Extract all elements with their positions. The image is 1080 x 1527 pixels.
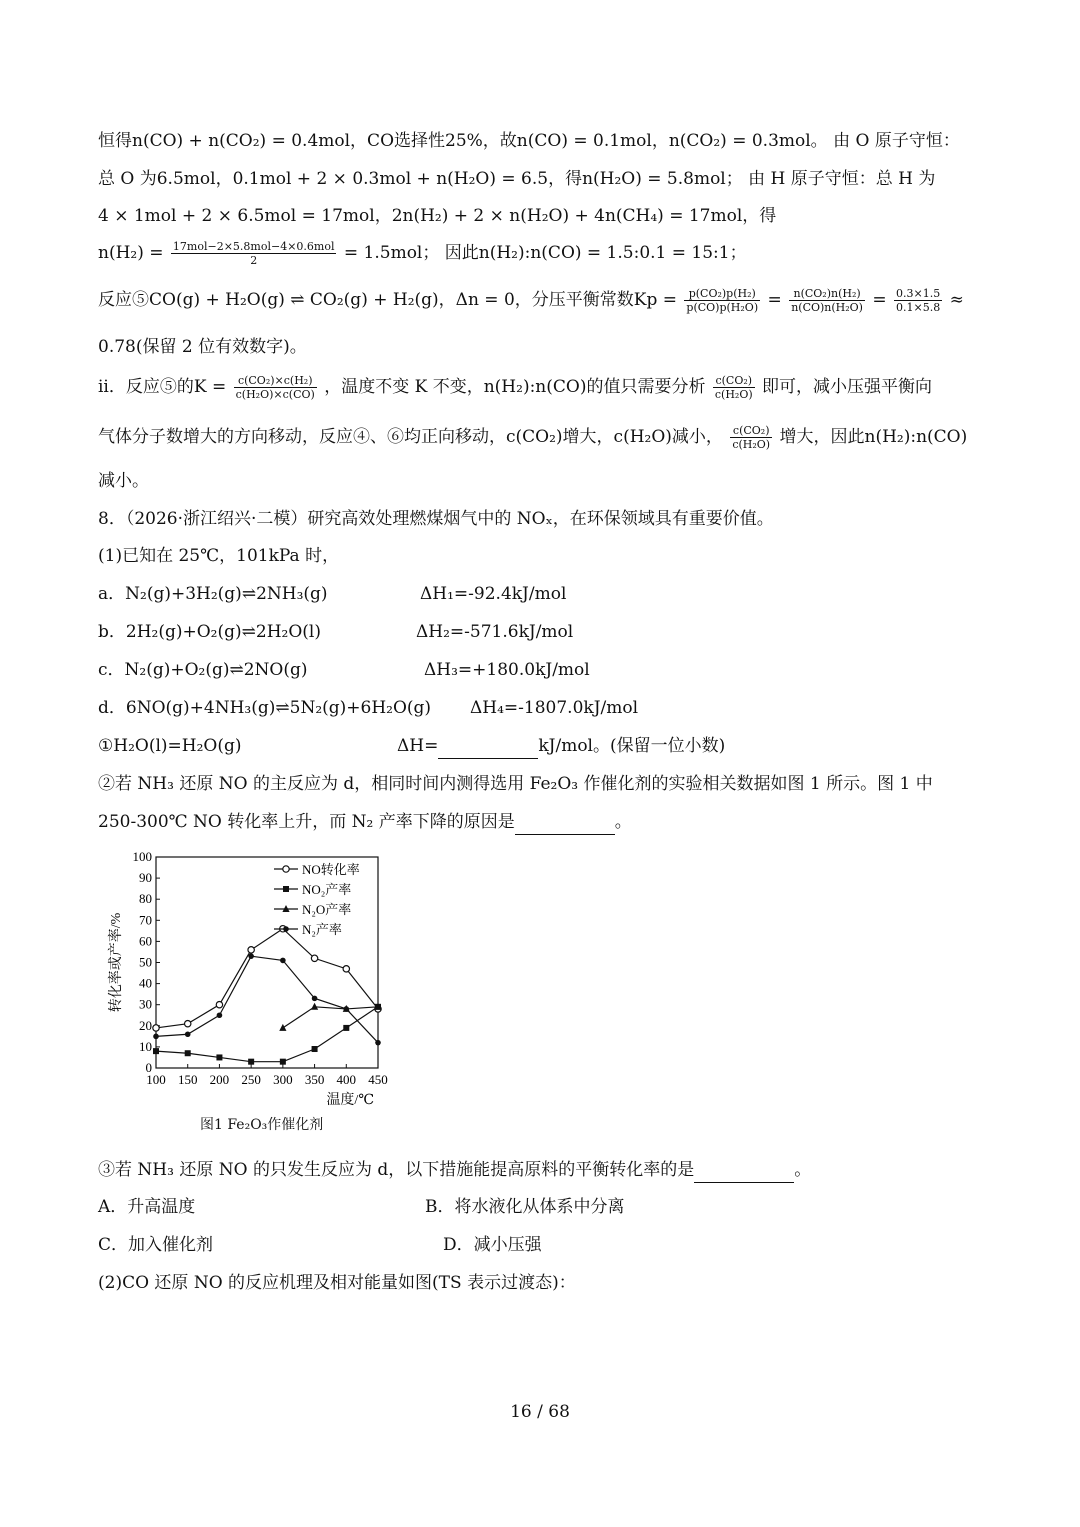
solution-line-9: 减小。 (98, 471, 149, 491)
enthalpy-b: ΔH₂=-571.6kJ/mol (416, 622, 574, 642)
x-tick-label: 400 (336, 1072, 357, 1087)
x-axis-label: 温度/℃ (326, 1093, 374, 1108)
question-8-title: 8．（2026·浙江绍兴·二模）研究高效处理燃煤烟气中的 NOₓ，在环保领域具有重要价值。 (98, 509, 774, 529)
solution-line-4: n(H₂) = $\frac{\text{17mol−2×5.8mol−4×0.6mol}}{2}$ = 1.5mol； 因此n(H₂):n(CO) = 1.5:0.1 = 15:1； (98, 240, 747, 267)
answer-blank[interactable] (438, 740, 538, 759)
x-tick-label: 200 (209, 1072, 230, 1087)
data-point (343, 1025, 349, 1031)
data-point (216, 1054, 222, 1060)
data-point (343, 966, 349, 972)
data-point (248, 947, 254, 953)
data-point (312, 1046, 318, 1052)
fraction: $\frac{\text{c(CO₂)}}{\text{c(H₂O)}}$ (714, 374, 753, 401)
option-b[interactable]: B．将水液化从体系中分离 (425, 1197, 625, 1217)
legend-label: NO₂产率 (302, 882, 352, 897)
figure-1-chart (100, 845, 400, 1115)
answer-blank[interactable] (515, 816, 615, 835)
figure-1-caption: 图1 Fe₂O₃作催化剂 (200, 1117, 324, 1133)
x-tick-label: 450 (368, 1072, 388, 1087)
enthalpy-c: ΔH₃=+180.0kJ/mol (424, 660, 590, 680)
data-point (283, 866, 289, 872)
data-point (185, 1020, 191, 1026)
legend-label: N₂O产率 (302, 902, 352, 917)
solution-line-7: ii．反应⑤的K = $\frac{\text{c(CO₂)×c(H₂)}}{\text{c(H₂O)×c(CO)}}$ ，温度不变 K 不变，n(H₂):n(CO)的值只需要分析 $\frac{\text{c(CO₂)}}{\text{c(H₂O)}}$ 即可，减小压强平衡向 (98, 374, 933, 401)
fraction: $\frac{\text{c(CO₂)}}{\text{c(H₂O)}}$ (732, 424, 771, 451)
data-point (375, 1040, 381, 1046)
y-axis-label: 转化率或产率/% (109, 912, 124, 1013)
subquestion-2-line-2: 250-300℃ NO 转化率上升，而 N₂ 产率下降的原因是 。 (98, 809, 632, 835)
fraction: $\frac{\text{17mol−2×5.8mol−4×0.6mol}}{2}$ (172, 240, 335, 267)
x-tick-label: 250 (241, 1072, 261, 1087)
option-d[interactable]: D．减小压强 (443, 1235, 542, 1255)
data-point (312, 996, 318, 1002)
data-point (185, 1050, 191, 1056)
enthalpy-a: ΔH₁=-92.4kJ/mol (420, 584, 567, 604)
series-line (156, 929, 378, 1028)
data-point (311, 955, 317, 961)
solution-line-5: 反应⑤CO(g) + H₂O(g) ⇌ CO₂(g) + H₂(g)，Δn = 0，分压平衡常数Kp = $\frac{\text{p(CO₂)p(H₂)}}{\text{p(CO)p(H₂O)}}$ = $\frac{\text{n(CO₂)n(H₂)}}{\text{n(CO)n(H₂O)}}$ = $\frac{0.3\times 1.5}{0.1\times 5.8}$ ≈ (98, 287, 964, 314)
option-a[interactable]: A．升高温度 (98, 1197, 196, 1217)
fraction: $\frac{\text{p(CO₂)p(H₂)}}{\text{p(CO)p(H₂O)}}$ (686, 287, 759, 314)
reaction-a: a．N₂(g)+3H₂(g)⇌2NH₃(g) (98, 584, 328, 604)
subquestion-1-answer: ΔH= kJ/mol。(保留一位小数) (397, 733, 725, 759)
legend-label: NO转化率 (302, 862, 360, 877)
data-point (283, 926, 289, 932)
y-tick-label: 100 (132, 849, 152, 864)
data-point (279, 1024, 286, 1031)
legend-label: N₂产率 (302, 922, 342, 937)
x-tick-label: 350 (304, 1072, 325, 1087)
subquestion-1: ①H₂O(l)=H₂O(g) (98, 736, 242, 756)
data-point (280, 1059, 286, 1065)
solution-line-3: 4 × 1mol + 2 × 6.5mol = 17mol，2n(H₂) + 2 × n(H₂O) + 4n(CH₄) = 17mol，得 (98, 206, 777, 226)
y-tick-label: 70 (139, 912, 152, 928)
data-point (283, 886, 289, 892)
data-point (248, 1059, 254, 1065)
data-point (248, 953, 254, 959)
y-tick-label: 20 (139, 1017, 152, 1033)
x-tick-label: 100 (146, 1072, 166, 1087)
y-tick-label: 90 (139, 870, 152, 886)
data-point (153, 1025, 159, 1031)
page-number: 16 / 68 (510, 1402, 570, 1422)
data-point (311, 1003, 318, 1010)
option-c[interactable]: C．加入催化剂 (98, 1235, 214, 1255)
reaction-d: d．6NO(g)+4NH₃(g)⇌5N₂(g)+6H₂O(g) (98, 698, 432, 718)
solution-line-8: 气体分子数增大的方向移动，反应④、⑥均正向移动，c(CO₂)增大，c(H₂O)减小， $\frac{\text{c(CO₂)}}{\text{c(H₂O)}}$ 增大，因此n(H₂):n(CO) (98, 424, 968, 451)
data-point (185, 1031, 191, 1037)
x-tick-label: 150 (177, 1072, 198, 1087)
y-tick-label: 50 (139, 954, 152, 970)
y-tick-label: 30 (139, 996, 152, 1012)
fraction: $\frac{0.3\times 1.5}{0.1\times 5.8}$ (896, 287, 941, 314)
data-point (343, 1006, 349, 1012)
y-tick-label: 10 (139, 1038, 152, 1054)
data-point (153, 1048, 159, 1054)
reaction-b: b．2H₂(g)+O₂(g)⇌2H₂O(l) (98, 622, 321, 642)
x-tick-label: 300 (273, 1072, 293, 1087)
subquestion-2-line-1: ②若 NH₃ 还原 NO 的主反应为 d，相同时间内测得选用 Fe₂O₃ 作催化剂的实验相关数据如图 1 所示。图 1 中 (98, 774, 933, 794)
part-1-intro: (1)已知在 25℃，101kPa 时， (98, 546, 340, 566)
answer-blank[interactable] (694, 1164, 794, 1183)
data-point (216, 1002, 222, 1008)
fraction: $\frac{\text{n(CO₂)n(H₂)}}{\text{n(CO)n(H₂O)}}$ (791, 287, 863, 314)
reaction-c: c．N₂(g)+O₂(g)⇌2NO(g) (98, 660, 308, 680)
part-2-intro: (2)CO 还原 NO 的反应机理及相对能量如图(TS 表示过渡态)： (98, 1273, 576, 1293)
enthalpy-d: ΔH₄=-1807.0kJ/mol (470, 698, 639, 718)
y-tick-label: 80 (139, 891, 152, 907)
solution-line-2: 总 O 为6.5mol，0.1mol + 2 × 0.3mol + n(H₂O) = 6.5，得n(H₂O) = 5.8mol； 由 H 原子守恒：总 H 为 (98, 169, 936, 189)
data-point (280, 958, 286, 964)
subquestion-3: ③若 NH₃ 还原 NO 的只发生反应为 d，以下措施能提高原料的平衡转化率的是 。 (98, 1157, 811, 1183)
y-tick-label: 0 (145, 1060, 152, 1075)
y-tick-label: 40 (139, 975, 152, 991)
solution-line-6: 0.78(保留 2 位有效数字)。 (98, 337, 307, 357)
series-line (283, 1007, 378, 1028)
data-point (217, 1012, 223, 1018)
data-point (153, 1034, 159, 1040)
y-tick-label: 60 (139, 933, 152, 949)
solution-line-1: 恒得n(CO) + n(CO₂) = 0.4mol，CO选择性25%，故n(CO) = 0.1mol，n(CO₂) = 0.3mol。 由 O 原子守恒： (98, 131, 960, 151)
fraction: $\frac{\text{c(CO₂)×c(H₂)}}{\text{c(H₂O)×c(CO)}}$ (235, 374, 315, 401)
